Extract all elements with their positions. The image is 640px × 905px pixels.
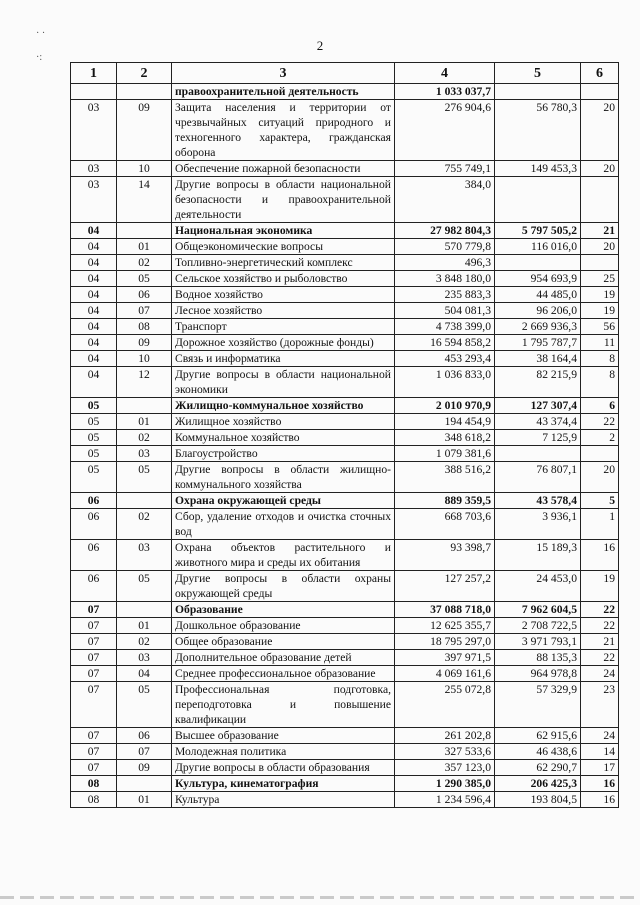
actual-amount-cell: 44 485,0 [495,287,581,303]
table-row [71,728,619,744]
plan-amount-cell: 194 454,9 [395,414,495,430]
table-row [71,239,619,255]
subsection-code-cell: 02 [117,509,172,540]
plan-amount-cell: 1 036 833,0 [395,367,495,398]
section-code-cell: 07 [71,650,117,666]
table-row [71,571,619,602]
actual-amount-cell [495,84,581,100]
percent-cell: 22 [581,414,619,430]
actual-amount-cell: 76 807,1 [495,462,581,493]
percent-cell: 8 [581,367,619,398]
percent-cell: 20 [581,462,619,493]
actual-amount-cell [495,177,581,223]
percent-cell: 16 [581,776,619,792]
table-row [71,682,619,728]
section-code-cell: 07 [71,634,117,650]
subsection-code-cell: 03 [117,540,172,571]
item-name-cell: Культура, кинематография [172,776,395,792]
plan-amount-cell: 889 359,5 [395,493,495,509]
actual-amount-cell: 56 780,3 [495,100,581,161]
actual-amount-cell: 62 915,6 [495,728,581,744]
subsection-code-cell: 01 [117,792,172,808]
section-code-cell: 05 [71,430,117,446]
percent-cell: 24 [581,728,619,744]
item-name-cell: Коммунальное хозяйство [172,430,395,446]
item-name-cell: Профессиональная подготовка, переподготовка и повышение квалификации [172,682,395,728]
section-code-cell: 07 [71,618,117,634]
table-row [71,271,619,287]
header-cell-3: 3 [172,63,395,84]
item-name-cell: Защита населения и территории от чрезвычайных ситуаций природного и техногенного характера, гражданская оборона [172,100,395,161]
section-code-cell: 03 [71,161,117,177]
percent-cell: 24 [581,666,619,682]
table-row [71,367,619,398]
table-row [71,650,619,666]
table-row [71,666,619,682]
plan-amount-cell: 93 398,7 [395,540,495,571]
subsection-code-cell: 07 [117,303,172,319]
item-name-cell: Другие вопросы в области охраны окружающей среды [172,571,395,602]
subsection-code-cell: 12 [117,367,172,398]
plan-amount-cell: 4 069 161,6 [395,666,495,682]
actual-amount-cell: 2 708 722,5 [495,618,581,634]
section-code-cell: 05 [71,446,117,462]
subsection-code-cell: 09 [117,760,172,776]
actual-amount-cell: 38 164,4 [495,351,581,367]
table-row [71,351,619,367]
item-name-cell: Национальная экономика [172,223,395,239]
item-name-cell: Топливно-энергетический комплекс [172,255,395,271]
subsection-code-cell: 01 [117,239,172,255]
plan-amount-cell: 755 749,1 [395,161,495,177]
subsection-code-cell: 14 [117,177,172,223]
section-code-cell: 07 [71,666,117,682]
plan-amount-cell: 3 848 180,0 [395,271,495,287]
section-code-cell: 03 [71,177,117,223]
table-row [71,792,619,808]
percent-cell: 14 [581,744,619,760]
table-row [71,744,619,760]
subsection-code-cell [117,776,172,792]
header-cell-1: 1 [71,63,117,84]
plan-amount-cell: 384,0 [395,177,495,223]
table-row [71,618,619,634]
budget-table [70,62,619,808]
percent-cell: 8 [581,351,619,367]
actual-amount-cell: 206 425,3 [495,776,581,792]
section-code-cell: 04 [71,335,117,351]
subsection-code-cell: 08 [117,319,172,335]
percent-cell: 11 [581,335,619,351]
section-code-cell: 07 [71,602,117,618]
percent-cell: 5 [581,493,619,509]
percent-cell: 6 [581,398,619,414]
plan-amount-cell: 16 594 858,2 [395,335,495,351]
actual-amount-cell: 43 374,4 [495,414,581,430]
item-name-cell: Среднее профессиональное образование [172,666,395,682]
section-code-cell: 05 [71,398,117,414]
section-code-cell [71,84,117,100]
table-row [71,760,619,776]
section-code-cell: 04 [71,351,117,367]
section-code-cell: 06 [71,493,117,509]
percent-cell: 22 [581,602,619,618]
percent-cell: 17 [581,760,619,776]
actual-amount-cell: 954 693,9 [495,271,581,287]
item-name-cell: Жилищно-коммунальное хозяйство [172,398,395,414]
subsection-code-cell: 10 [117,161,172,177]
table-row [71,84,619,100]
actual-amount-cell: 88 135,3 [495,650,581,666]
actual-amount-cell: 116 016,0 [495,239,581,255]
plan-amount-cell: 276 904,6 [395,100,495,161]
item-name-cell: Охрана окружающей среды [172,493,395,509]
scan-edge-artifact [0,896,640,899]
plan-amount-cell: 453 293,4 [395,351,495,367]
subsection-code-cell: 05 [117,571,172,602]
scan-mark: · · [36,28,46,39]
percent-cell: 2 [581,430,619,446]
plan-amount-cell: 235 883,3 [395,287,495,303]
section-code-cell: 06 [71,571,117,602]
plan-amount-cell: 348 618,2 [395,430,495,446]
item-name-cell: правоохранительной деятельность [172,84,395,100]
section-code-cell: 07 [71,728,117,744]
item-name-cell: Сбор, удаление отходов и очистка сточных вод [172,509,395,540]
actual-amount-cell: 3 971 793,1 [495,634,581,650]
table-row [71,430,619,446]
subsection-code-cell [117,84,172,100]
plan-amount-cell: 37 088 718,0 [395,602,495,618]
item-name-cell: Общее образование [172,634,395,650]
item-name-cell: Жилищное хозяйство [172,414,395,430]
subsection-code-cell: 01 [117,618,172,634]
actual-amount-cell: 964 978,8 [495,666,581,682]
item-name-cell: Другие вопросы в области жилищно-коммунального хозяйства [172,462,395,493]
table-row [71,634,619,650]
header-cell-4: 4 [395,63,495,84]
item-name-cell: Другие вопросы в области национальной экономики [172,367,395,398]
actual-amount-cell: 193 804,5 [495,792,581,808]
actual-amount-cell: 7 125,9 [495,430,581,446]
section-code-cell: 05 [71,462,117,493]
table-row [71,398,619,414]
section-code-cell: 05 [71,414,117,430]
subsection-code-cell: 03 [117,650,172,666]
table-row [71,177,619,223]
table-row [71,446,619,462]
actual-amount-cell: 7 962 604,5 [495,602,581,618]
subsection-code-cell: 06 [117,287,172,303]
percent-cell [581,84,619,100]
percent-cell: 19 [581,287,619,303]
plan-amount-cell: 1 033 037,7 [395,84,495,100]
item-name-cell: Молодежная политика [172,744,395,760]
table-row [71,303,619,319]
plan-amount-cell: 1 079 381,6 [395,446,495,462]
table-row [71,100,619,161]
header-row [71,63,619,84]
table-row [71,255,619,271]
actual-amount-cell: 82 215,9 [495,367,581,398]
plan-amount-cell: 255 072,8 [395,682,495,728]
item-name-cell: Образование [172,602,395,618]
subsection-code-cell: 05 [117,682,172,728]
section-code-cell: 08 [71,792,117,808]
subsection-code-cell: 03 [117,446,172,462]
percent-cell: 1 [581,509,619,540]
item-name-cell: Связь и информатика [172,351,395,367]
actual-amount-cell: 15 189,3 [495,540,581,571]
plan-amount-cell: 2 010 970,9 [395,398,495,414]
plan-amount-cell: 1 234 596,4 [395,792,495,808]
subsection-code-cell [117,493,172,509]
section-code-cell: 04 [71,239,117,255]
item-name-cell: Культура [172,792,395,808]
percent-cell: 20 [581,161,619,177]
actual-amount-cell: 5 797 505,2 [495,223,581,239]
table-row [71,493,619,509]
section-code-cell: 08 [71,776,117,792]
subsection-code-cell: 04 [117,666,172,682]
plan-amount-cell: 1 290 385,0 [395,776,495,792]
subsection-code-cell: 06 [117,728,172,744]
subsection-code-cell: 09 [117,100,172,161]
percent-cell: 56 [581,319,619,335]
percent-cell: 20 [581,100,619,161]
section-code-cell: 07 [71,760,117,776]
item-name-cell: Сельское хозяйство и рыболовство [172,271,395,287]
percent-cell [581,177,619,223]
subsection-code-cell: 02 [117,634,172,650]
item-name-cell: Другие вопросы в области образования [172,760,395,776]
plan-amount-cell: 496,3 [395,255,495,271]
section-code-cell: 04 [71,287,117,303]
item-name-cell: Другие вопросы в области национальной безопасности и правоохранительной деятельности [172,177,395,223]
actual-amount-cell: 127 307,4 [495,398,581,414]
subsection-code-cell: 02 [117,255,172,271]
page-number: 2 [316,38,324,53]
section-code-cell: 04 [71,255,117,271]
plan-amount-cell: 388 516,2 [395,462,495,493]
percent-cell: 16 [581,792,619,808]
item-name-cell: Охрана объектов растительного и животного мира и среды их обитания [172,540,395,571]
table-row [71,602,619,618]
table-row [71,776,619,792]
item-name-cell: Лесное хозяйство [172,303,395,319]
actual-amount-cell: 149 453,3 [495,161,581,177]
item-name-cell: Дошкольное образование [172,618,395,634]
actual-amount-cell: 43 578,4 [495,493,581,509]
plan-amount-cell: 127 257,2 [395,571,495,602]
plan-amount-cell: 27 982 804,3 [395,223,495,239]
table-row [71,414,619,430]
actual-amount-cell: 96 206,0 [495,303,581,319]
table-row [71,287,619,303]
item-name-cell: Водное хозяйство [172,287,395,303]
subsection-code-cell: 10 [117,351,172,367]
actual-amount-cell: 57 329,9 [495,682,581,728]
percent-cell: 21 [581,223,619,239]
plan-amount-cell: 4 738 399,0 [395,319,495,335]
section-code-cell: 06 [71,540,117,571]
section-code-cell: 04 [71,223,117,239]
section-code-cell: 07 [71,744,117,760]
plan-amount-cell: 261 202,8 [395,728,495,744]
table-row [71,161,619,177]
scan-mark: ·: [36,52,43,63]
subsection-code-cell [117,223,172,239]
plan-amount-cell: 668 703,6 [395,509,495,540]
actual-amount-cell [495,255,581,271]
section-code-cell: 06 [71,509,117,540]
subsection-code-cell [117,602,172,618]
item-name-cell: Дополнительное образование детей [172,650,395,666]
subsection-code-cell: 07 [117,744,172,760]
table-row [71,335,619,351]
percent-cell [581,255,619,271]
section-code-cell: 04 [71,271,117,287]
table-body [71,84,619,808]
percent-cell: 20 [581,239,619,255]
actual-amount-cell: 3 936,1 [495,509,581,540]
subsection-code-cell: 02 [117,430,172,446]
subsection-code-cell: 09 [117,335,172,351]
subsection-code-cell: 01 [117,414,172,430]
plan-amount-cell: 327 533,6 [395,744,495,760]
subsection-code-cell: 05 [117,271,172,287]
plan-amount-cell: 570 779,8 [395,239,495,255]
percent-cell: 19 [581,303,619,319]
section-code-cell: 07 [71,682,117,728]
actual-amount-cell: 2 669 936,3 [495,319,581,335]
subsection-code-cell [117,398,172,414]
item-name-cell: Обеспечение пожарной безопасности [172,161,395,177]
plan-amount-cell: 504 081,3 [395,303,495,319]
plan-amount-cell: 357 123,0 [395,760,495,776]
header-cell-6: 6 [581,63,619,84]
plan-amount-cell: 397 971,5 [395,650,495,666]
percent-cell: 21 [581,634,619,650]
actual-amount-cell [495,446,581,462]
item-name-cell: Благоустройство [172,446,395,462]
section-code-cell: 04 [71,367,117,398]
header-cell-5: 5 [495,63,581,84]
section-code-cell: 04 [71,319,117,335]
section-code-cell: 03 [71,100,117,161]
percent-cell: 22 [581,650,619,666]
percent-cell: 19 [581,571,619,602]
table-row [71,223,619,239]
actual-amount-cell: 24 453,0 [495,571,581,602]
table-row [71,319,619,335]
table-row [71,509,619,540]
actual-amount-cell: 62 290,7 [495,760,581,776]
actual-amount-cell: 46 438,6 [495,744,581,760]
plan-amount-cell: 18 795 297,0 [395,634,495,650]
plan-amount-cell: 12 625 355,7 [395,618,495,634]
item-name-cell: Транспорт [172,319,395,335]
table-row [71,462,619,493]
table-row [71,540,619,571]
percent-cell: 16 [581,540,619,571]
percent-cell: 22 [581,618,619,634]
percent-cell: 25 [581,271,619,287]
actual-amount-cell: 1 795 787,7 [495,335,581,351]
item-name-cell: Высшее образование [172,728,395,744]
percent-cell: 23 [581,682,619,728]
item-name-cell: Дорожное хозяйство (дорожные фонды) [172,335,395,351]
header-cell-2: 2 [117,63,172,84]
subsection-code-cell: 05 [117,462,172,493]
section-code-cell: 04 [71,303,117,319]
item-name-cell: Общеэкономические вопросы [172,239,395,255]
percent-cell [581,446,619,462]
